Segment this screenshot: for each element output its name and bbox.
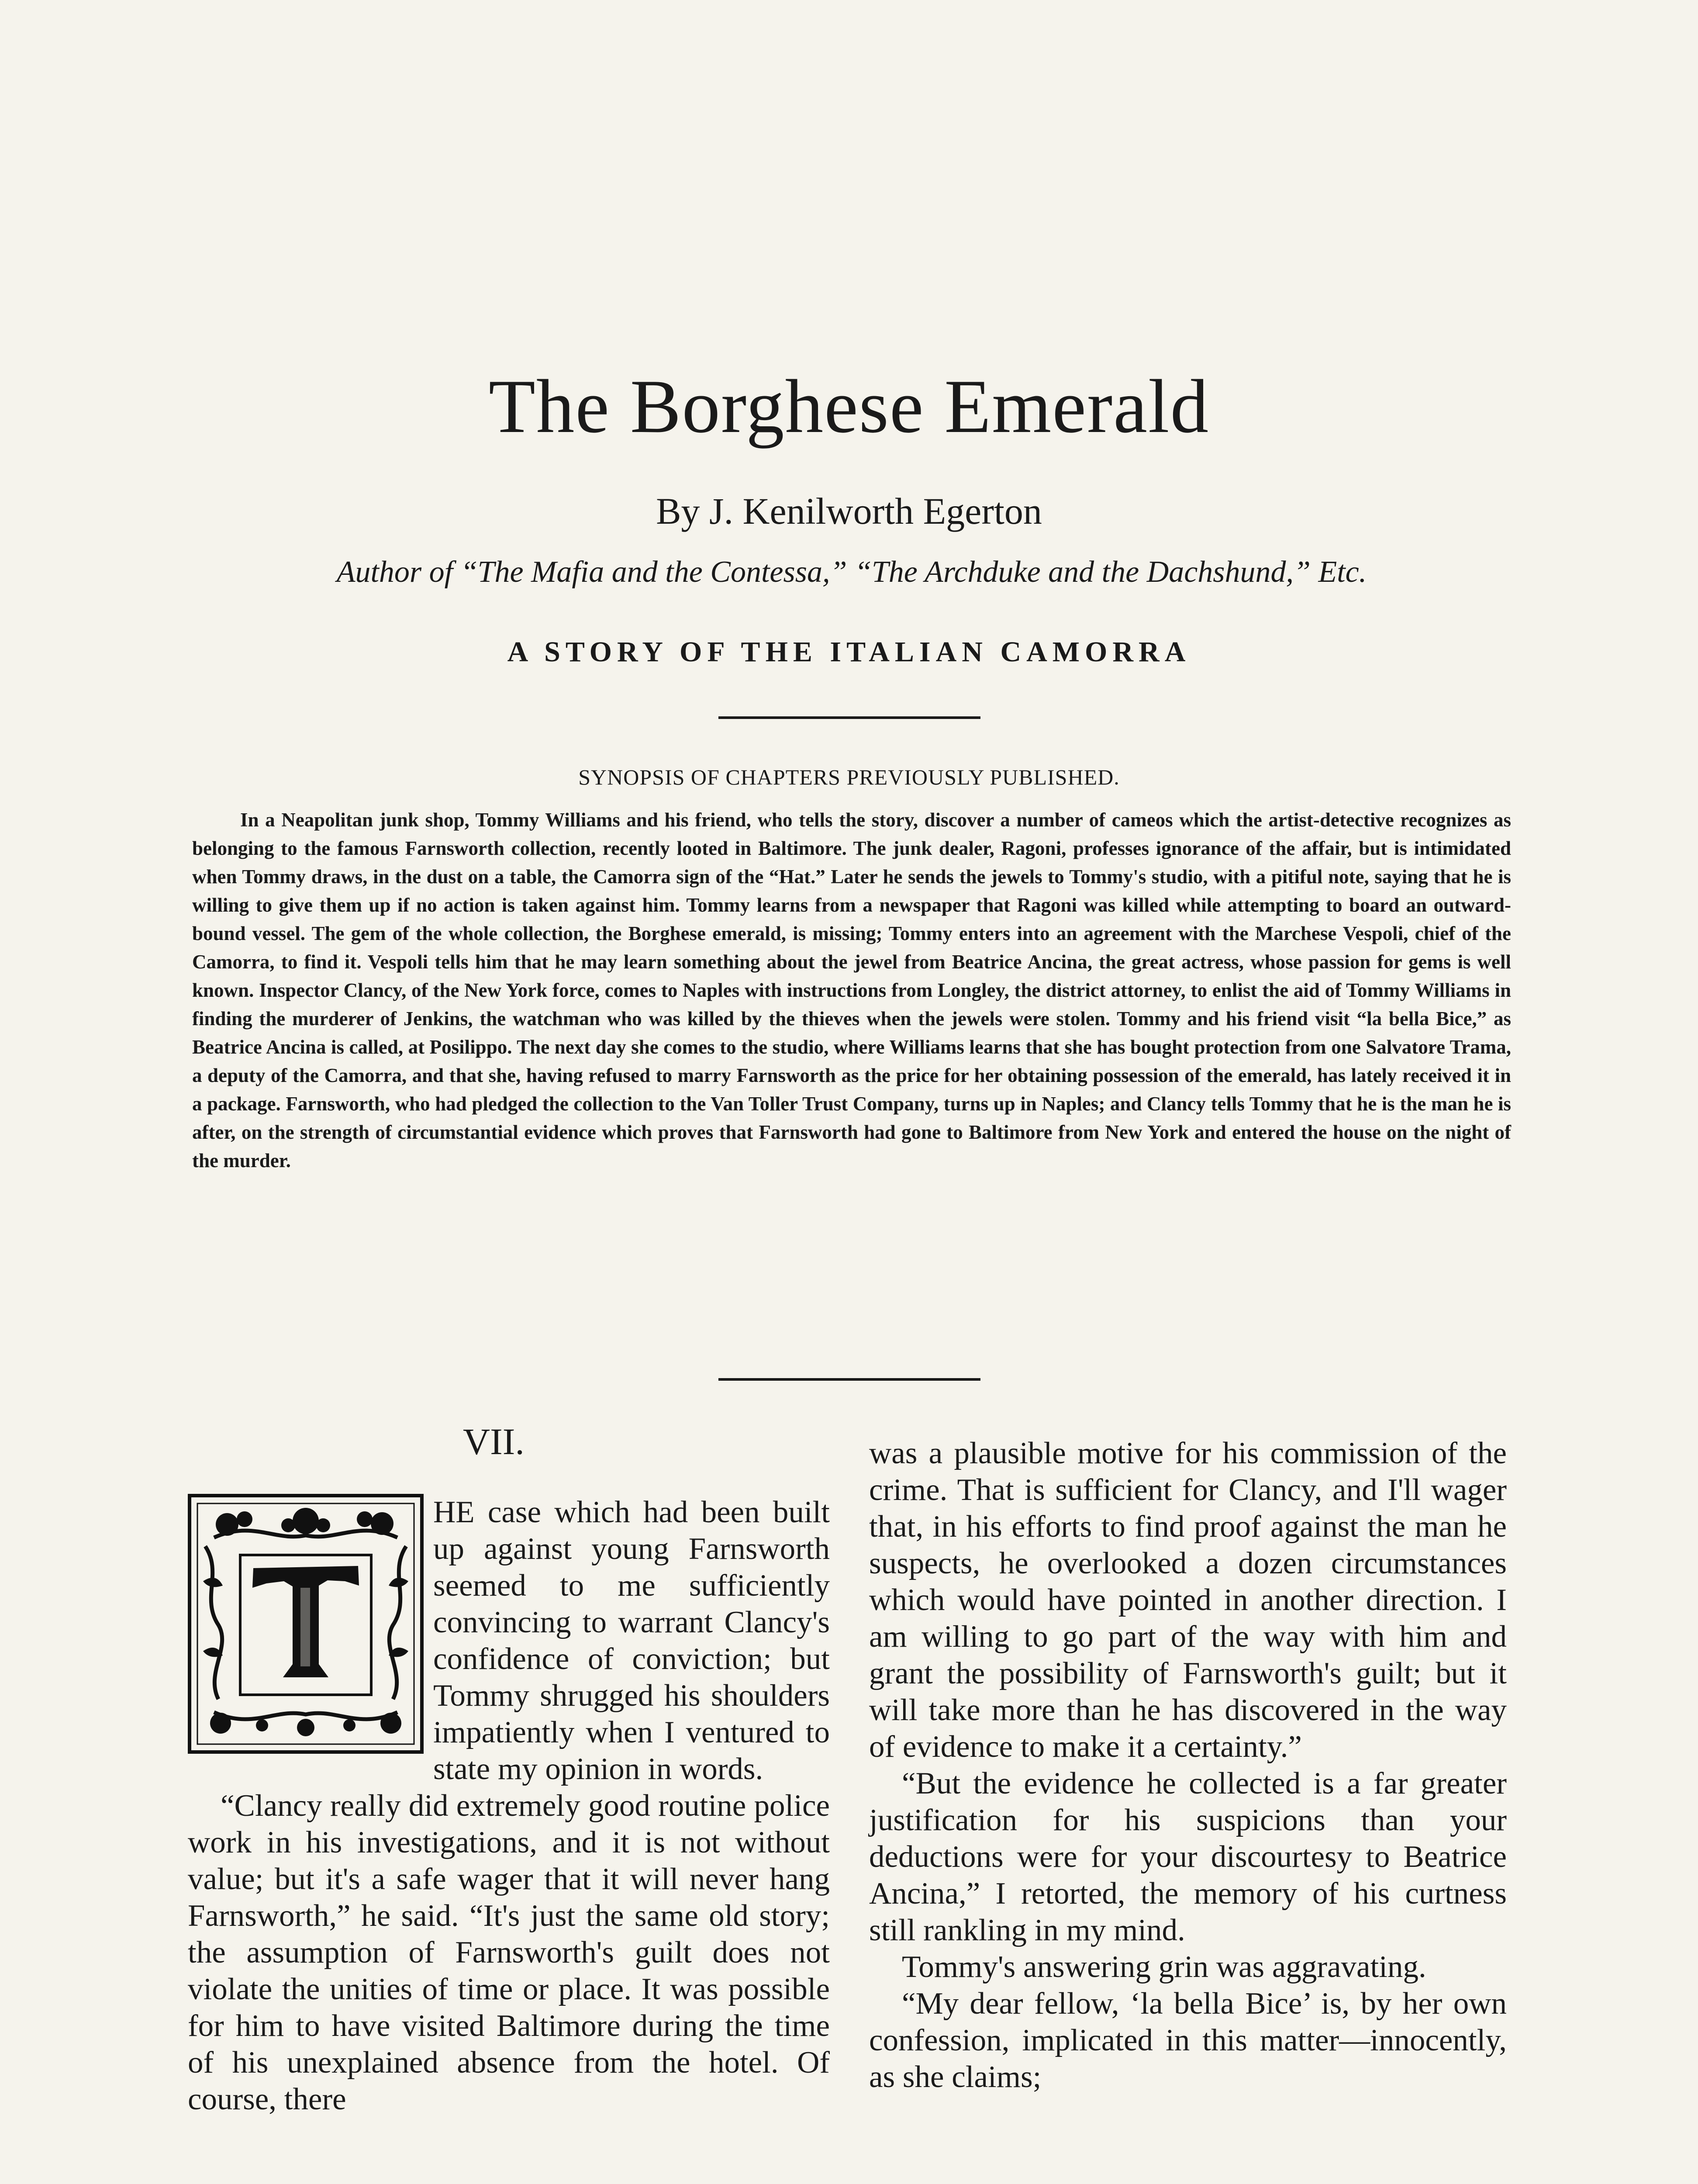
divider-rule-top xyxy=(718,716,980,719)
author-credits: Author of “The Mafia and the Contessa,” “The Archduke and the Dachshund,” Etc. xyxy=(336,555,1367,589)
paragraph: was a plausible motive for his commission of the crime. That is sufficient for Clancy, and I'll wager that, in his efforts to find proof against the man he suspects, he overlooked a dozen circumstances which would have pointed in another direction. I am willing to go part of the way with him and grant the possibility of Farnsworth's guilt; but it will take more than he has discovered in the way of evidence to make it a certainty.” xyxy=(869,1436,1507,1764)
paragraph: “My dear fellow, ‘la bella Bice’ is, by her own confession, implicated in this matter—innocently, as she claims; xyxy=(869,1987,1507,2094)
divider-rule-bottom xyxy=(718,1378,980,1381)
paragraph: Tommy's answering grin was aggravating. xyxy=(902,1950,1426,1984)
column-left xyxy=(188,1494,830,2118)
byline: By J. Kenilworth Egerton xyxy=(656,490,1042,532)
paragraph: “Clancy really did extremely good routine police work in his investigations, and it is not without value; but it's a safe wager that it will never hang Farnsworth,” he said. “It's just the same old story; the assumption of Farnsworth's guilt does not violate the unities of time or place. It was possible for him to have visited Baltimore during the time of his unexplained absence from the hotel. Of course, there xyxy=(188,1789,830,2116)
synopsis-text: In a Neapolitan junk shop, Tommy Williams and his friend, who tells the story, discover a number of cameos which the artist-detective recognizes as belonging to the famous Farnsworth collection, recently looted in Baltimore. The junk dealer, Ragoni, professes ignorance of the affair, but is intimidated when Tommy draws, in the dust on a table, the Camorra sign of the “Hat.” Later he sends the jewels to Tommy's studio, with a pitiful note, saying that he is willing to give them up if no action is taken against him. Tommy learns from a newspaper that Ragoni was killed while attempting to board an outward-bound vessel. The gem of the whole collection, the Borghese emerald, is missing; Tommy enters into an agreement with the Marchese Vespoli, chief of the Camorra, to find it. Vespoli tells him that he may learn something about the jewel from Beatrice Ancina, the great actress, whose passion for gems is well known. Inspector Clancy, of the New York force, comes to Naples with instructions from Longley, the district attorney, to enlist the aid of Tommy Williams in finding the murderer of Jenkins, the watchman who was killed by the thieves when the jewels were stolen. Tommy and his friend visit “la bella Bice,” as Beatrice Ancina is called, at Posilippo. The next day she comes to the studio, where Williams learns that she has bought protection from one Salvatore Trama, a deputy of the Camorra, and that she, having refused to marry Farnsworth as the price for her obtaining possession of the emerald, has lately received it in a package. Farnsworth, who had pledged the collection to the Van Toller Trust Company, turns up in Naples; and Clancy tells Tommy that he is the man he is after, on the strength of circumstantial evidence which proves that Farnsworth had gone to Baltimore from New York and entered the house on the night of the murder. xyxy=(192,809,1511,1171)
ornamental-dropcap xyxy=(188,1494,424,1754)
article-title: The Borghese Emerald xyxy=(488,364,1210,449)
chapter-number: VII. xyxy=(463,1420,525,1462)
synopsis-heading: SYNOPSIS OF CHAPTERS PREVIOUSLY PUBLISHED. xyxy=(578,765,1120,789)
column-right xyxy=(869,1435,1507,2095)
story-subtitle: A STORY OF THE ITALIAN CAMORRA xyxy=(507,636,1191,668)
paragraph: “But the evidence he collected is a far greater justification for his suspicions than your deductions were for your discourtesy to Beatrice Ancina,” I retorted, the memory of his curtness still rankling in my mind. xyxy=(869,1766,1507,1947)
paragraph: HE case which had been built up against young Farnsworth seemed to me sufficiently convincing to warrant Clancy's confidence of conviction; but Tommy shrugged his shoulders impatiently when I ventured to state my opinion in words. xyxy=(433,1495,830,1786)
